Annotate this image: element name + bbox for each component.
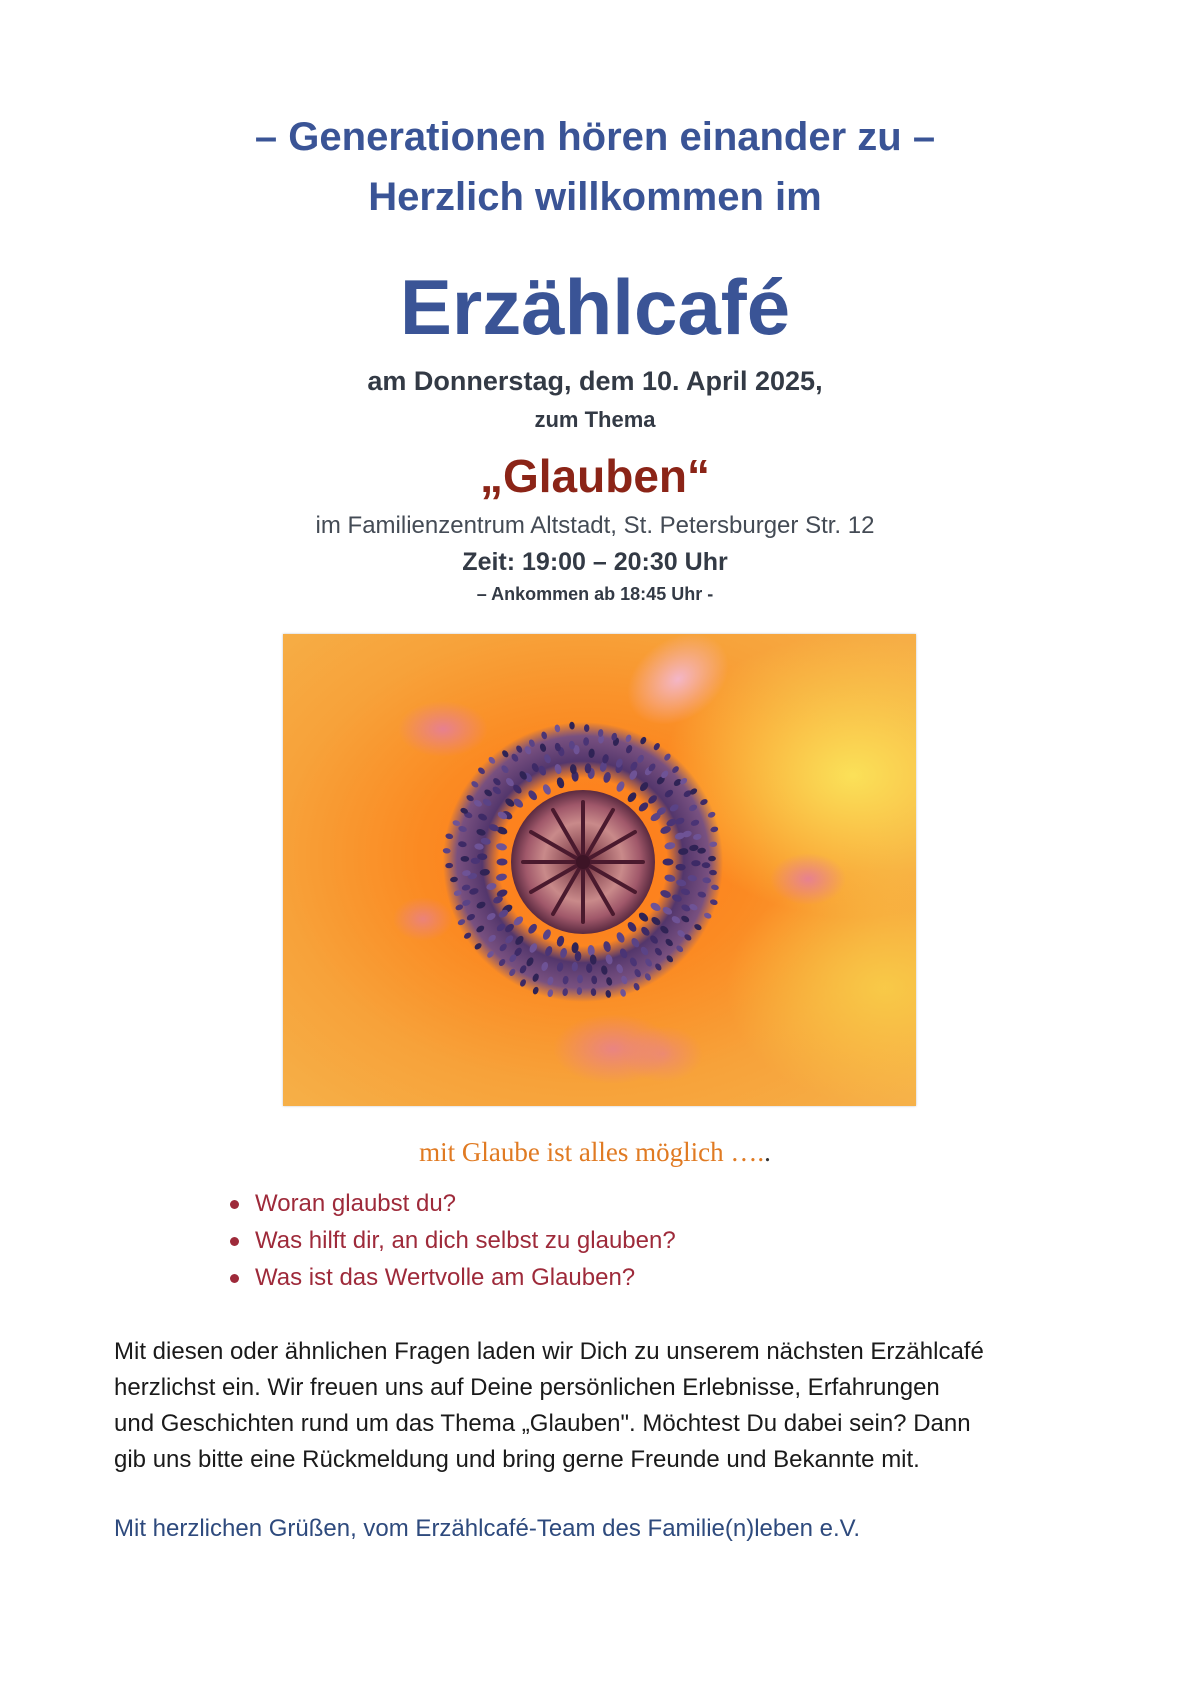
paragraph-line: Mit diesen oder ähnlichen Fragen laden wir Dich zu unserem nächsten Erzählcafé [114, 1338, 984, 1365]
event-time: Zeit: 19:00 – 20:30 Uhr [462, 548, 728, 576]
bullet-icon [230, 1274, 239, 1283]
stamen [497, 859, 508, 866]
question-text: Was ist das Wertvolle am Glauben? [255, 1264, 636, 1291]
motto-trailing-dot: . [764, 1137, 771, 1167]
closing-greeting: Mit herzlichen Grüßen, vom Erzählcafé-Team des Familie(n)leben e.V. [114, 1515, 861, 1542]
paragraph-line: herzlichst ein. Wir freuen uns auf Deine persönlichen Erlebnisse, Erfahrungen [114, 1374, 940, 1401]
subtitle-line-2: Herzlich willkommen im [368, 175, 822, 219]
event-date: am Donnerstag, dem 10. April 2025, [367, 366, 823, 396]
list-item [230, 1259, 676, 1296]
question-text: Woran glaubst du? [255, 1190, 457, 1217]
list-item [230, 1185, 676, 1222]
event-venue: im Familienzentrum Altstadt, St. Petersburger Str. 12 [315, 512, 875, 539]
page-title: Erzählcafé [399, 263, 791, 351]
event-arrival: – Ankommen ab 18:45 Uhr - [476, 584, 714, 604]
poppy-flower-image [283, 634, 916, 1106]
list-item [230, 1222, 676, 1259]
motto-phrase: mit Glaube ist alles möglich …. [419, 1137, 765, 1167]
invitation-paragraph [114, 1334, 1094, 1478]
paragraph-line: und Geschichten rund um das Thema „Glauben". Möchtest Du dabei sein? Dann [114, 1410, 971, 1437]
bullet-icon [230, 1200, 239, 1209]
bullet-icon [230, 1237, 239, 1246]
stamen [663, 859, 674, 866]
subtitle-line-1: – Generationen hören einander zu – [254, 115, 936, 159]
question-text: Was hilft dir, an dich selbst zu glauben? [255, 1227, 676, 1254]
event-topic: „Glauben“ [479, 450, 711, 502]
question-list [230, 1185, 676, 1296]
paragraph-line: gib uns bitte eine Rückmeldung und bring gerne Freunde und Bekannte mit. [114, 1446, 920, 1473]
motto-text [0, 1134, 1190, 1170]
theme-intro: zum Thema [534, 407, 656, 432]
